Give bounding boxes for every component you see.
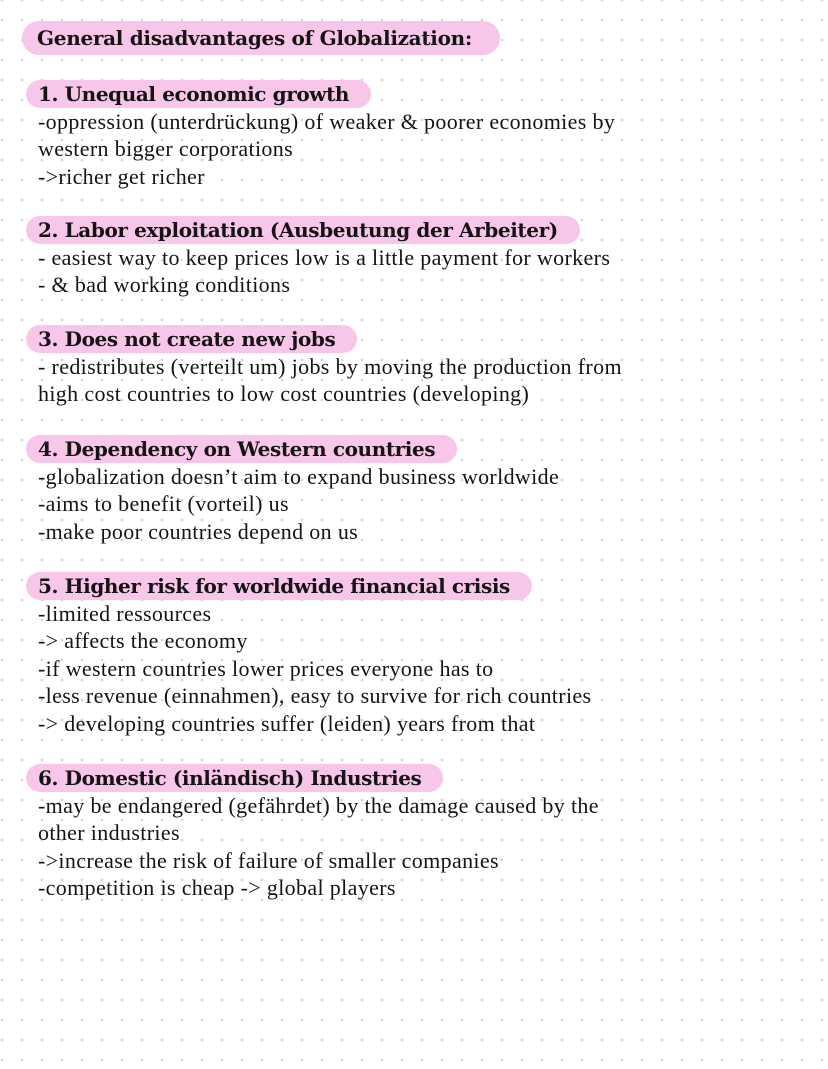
section-heading: 1. Unequal economic growth xyxy=(26,80,371,108)
section-line: - redistributes (verteilt um) jobs by moving the production from xyxy=(38,354,622,379)
section-line: other industries xyxy=(38,820,180,846)
section-heading: 2. Labor exploitation (Ausbeutung der Arbeiter) xyxy=(26,216,580,244)
section-no-new-jobs xyxy=(0,325,828,408)
section-dependency xyxy=(0,435,828,545)
section-financial-crisis xyxy=(0,572,828,737)
section-line: -competition is cheap -> global players xyxy=(38,875,396,901)
section-line: -oppression (unterdrückung) of weaker & poorer economies by xyxy=(38,109,616,134)
section-line: -> affects the economy xyxy=(38,628,248,654)
section-labor-exploitation xyxy=(0,216,828,299)
section-line: -limited ressources xyxy=(38,601,212,626)
section-line: -aims to benefit (vorteil) us xyxy=(38,491,289,517)
section-heading: 6. Domestic (inländisch) Industries xyxy=(26,764,443,792)
page-title: General disadvantages of Globalization: xyxy=(22,21,500,55)
section-line: ->richer get richer xyxy=(38,163,205,189)
section-line: -globalization doesn’t aim to expand business worldwide xyxy=(38,464,560,489)
section-line: -if western countries lower prices everyone has to xyxy=(38,655,494,681)
section-line: -make poor countries depend on us xyxy=(38,518,359,544)
section-line: western bigger corporations xyxy=(38,136,294,162)
section-unequal-growth xyxy=(0,80,828,190)
section-line: high cost countries to low cost countries (developing) xyxy=(38,381,530,407)
section-line: -less revenue (einnahmen), easy to survive for rich countries xyxy=(38,683,592,709)
section-domestic-industries xyxy=(0,764,828,902)
section-line: - & bad working conditions xyxy=(38,272,291,298)
section-line: -may be endangered (gefährdet) by the damage caused by the xyxy=(38,793,599,818)
section-heading: 4. Dependency on Western countries xyxy=(26,435,457,463)
section-line: -> developing countries suffer (leiden) years from that xyxy=(38,710,536,736)
section-line: - easiest way to keep prices low is a little payment for workers xyxy=(38,245,611,270)
section-heading: 5. Higher risk for worldwide financial crisis xyxy=(26,572,532,600)
section-heading: 3. Does not create new jobs xyxy=(26,325,357,353)
section-line: ->increase the risk of failure of smaller companies xyxy=(38,847,499,873)
